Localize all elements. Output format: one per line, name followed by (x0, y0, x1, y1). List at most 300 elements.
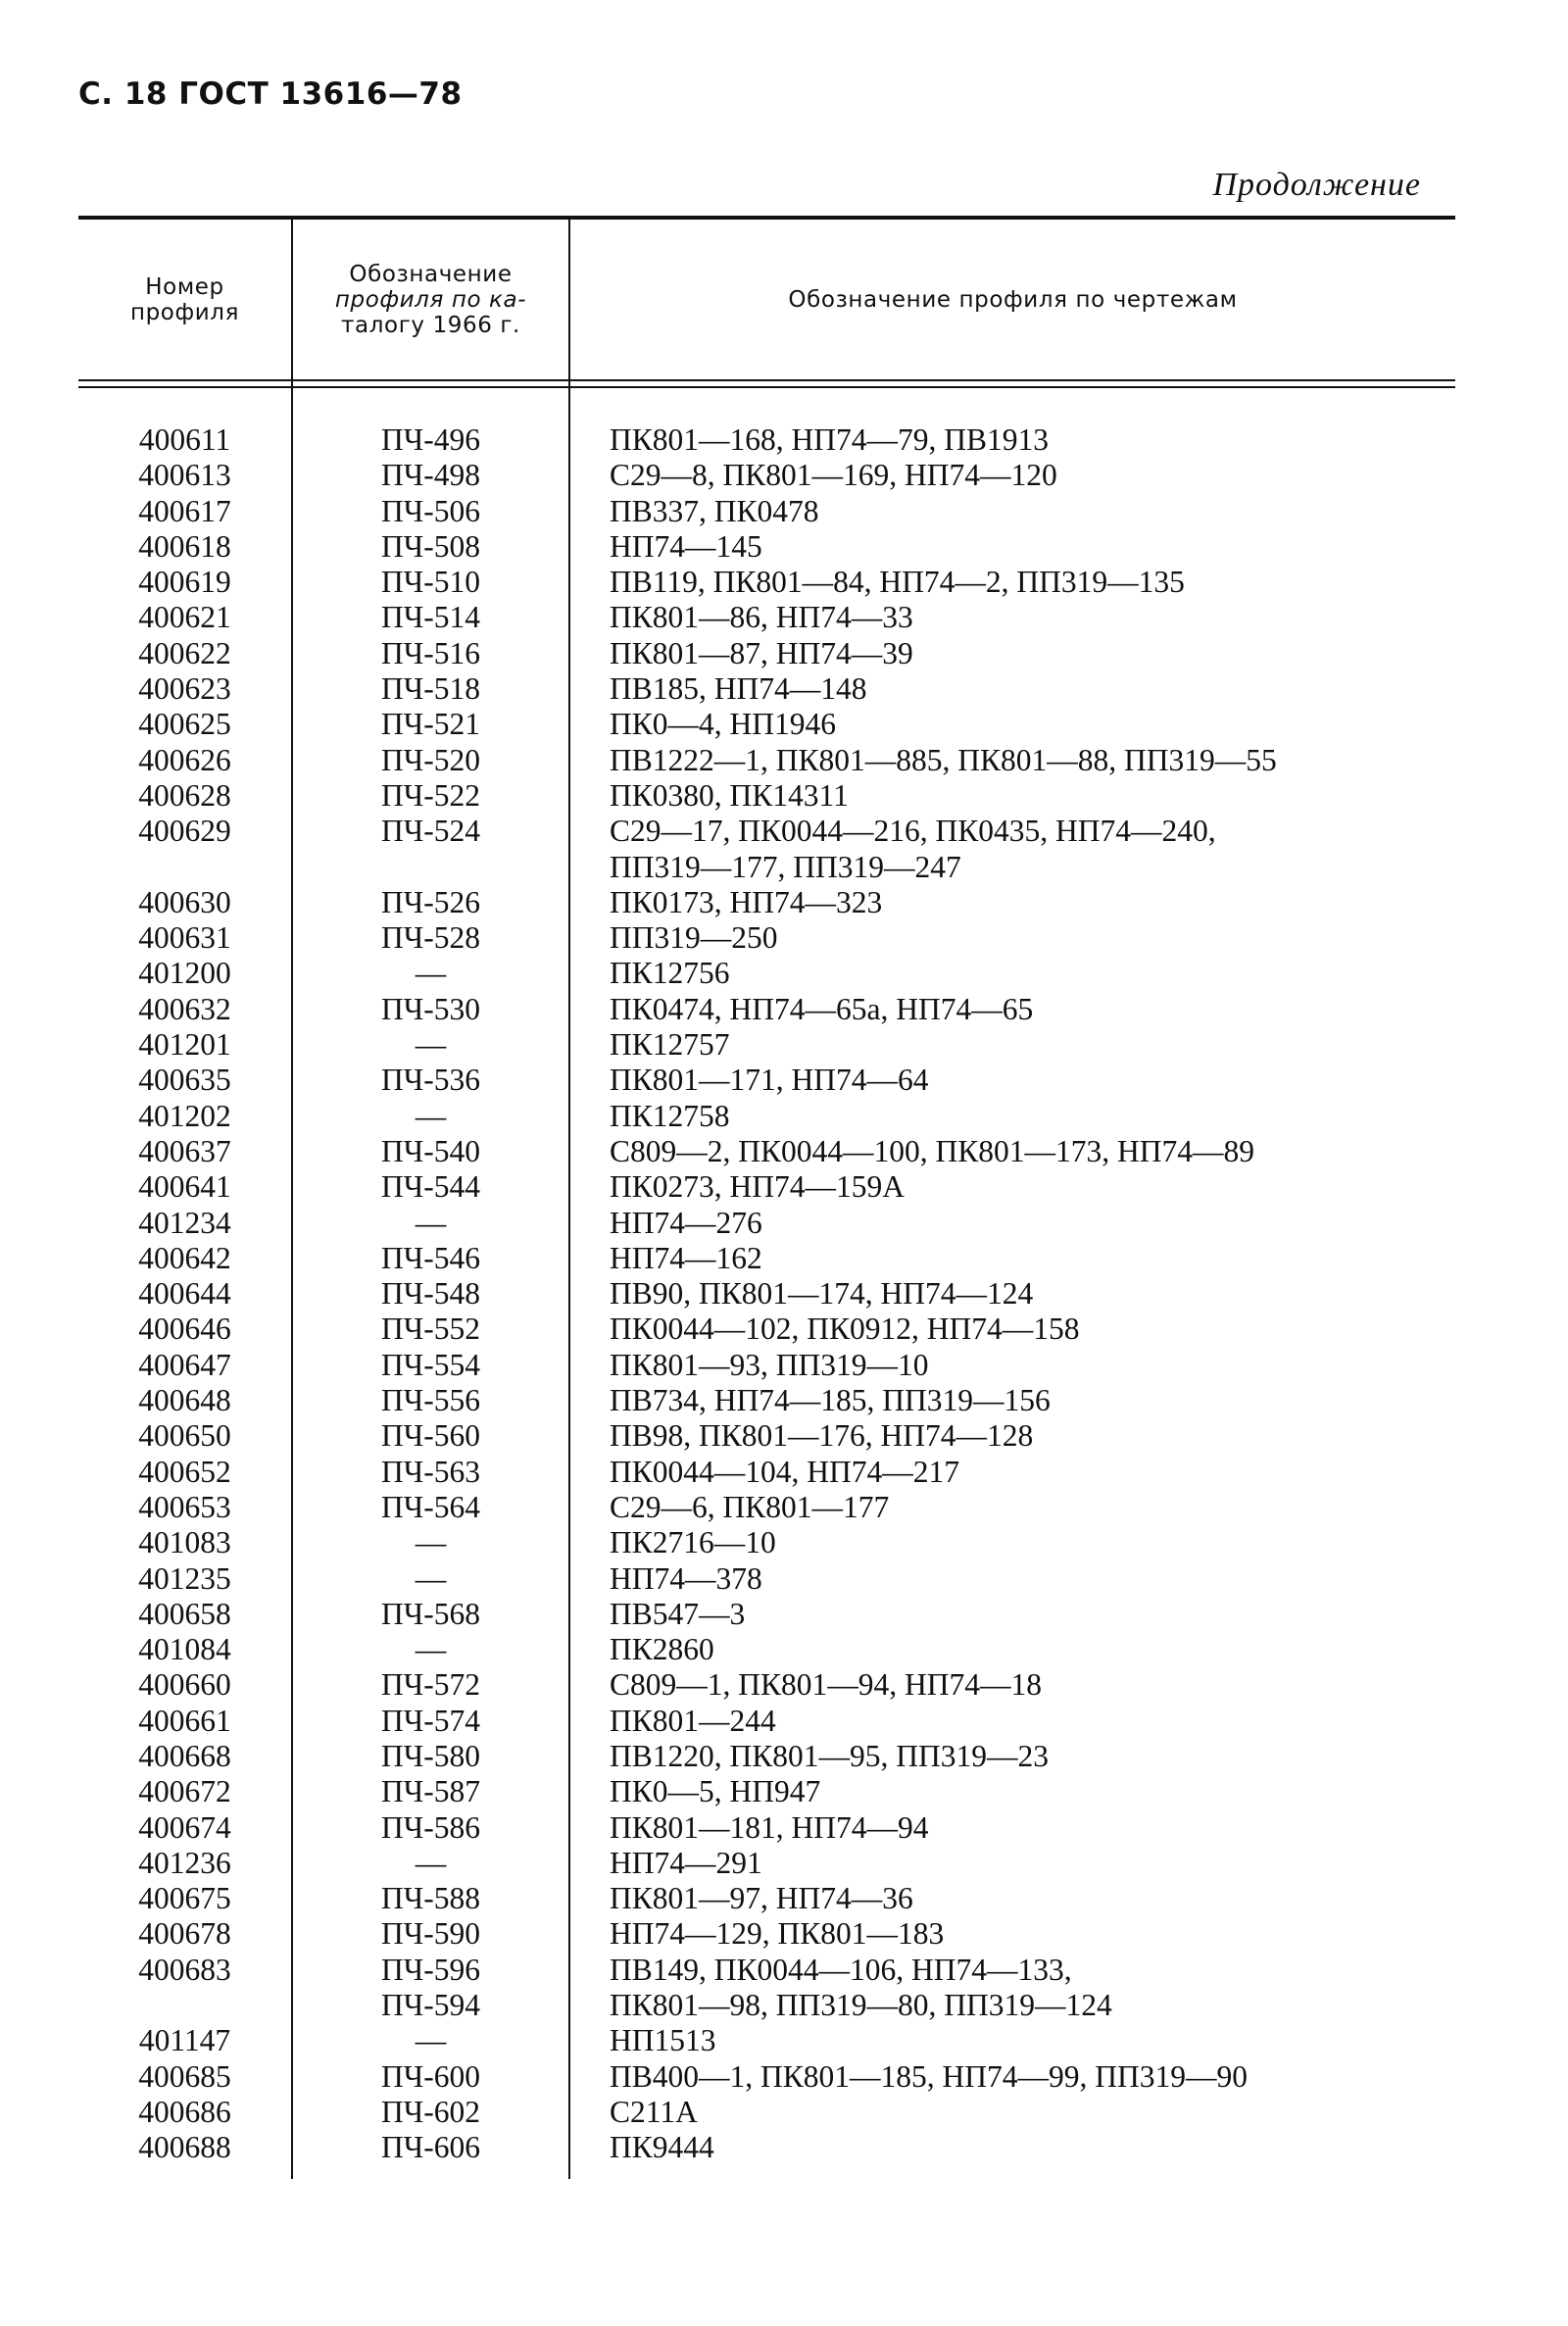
profile-number-cell-line: 400644 (138, 1276, 231, 1311)
catalog-designation-cell-line: — (415, 1845, 447, 1880)
profile-number-cell-line: 400648 (138, 1383, 231, 1418)
table-row (78, 1632, 1455, 1667)
catalog-designation-cell (291, 1810, 570, 1846)
catalog-designation-cell (291, 1276, 570, 1311)
drawing-designation-cell-line: НП74—145 (610, 528, 762, 564)
drawing-designation-cell-line: ПК801—168, НП74—79, ПВ1913 (610, 422, 1050, 457)
profile-number-cell-line: 401147 (138, 2023, 231, 2058)
profile-number-cell (78, 1953, 291, 2024)
drawing-designation-cell (570, 1348, 1455, 1383)
drawing-designation-cell (570, 2023, 1455, 2058)
profile-number-cell (78, 1561, 291, 1597)
profile-number-cell-line: 401200 (138, 956, 231, 991)
catalog-designation-cell-line: ПЧ-524 (381, 814, 480, 849)
profile-number-cell (78, 885, 291, 920)
catalog-designation-cell (291, 814, 570, 885)
table-row (78, 1774, 1455, 1809)
drawing-designation-cell (570, 1418, 1455, 1454)
catalog-designation-cell (291, 778, 570, 814)
catalog-designation-cell-line: ПЧ-514 (381, 600, 480, 635)
table-row (78, 707, 1455, 742)
drawing-designation-cell (570, 600, 1455, 635)
catalog-designation-cell (291, 1206, 570, 1241)
catalog-designation-cell (291, 1953, 570, 2024)
table-row (78, 885, 1455, 920)
drawing-designation-cell-line: ПК801—97, НП74—36 (610, 1881, 913, 1916)
column-header-line: Обозначение (349, 261, 513, 287)
drawing-designation-cell (570, 814, 1455, 885)
catalog-designation-cell-line: ПЧ-518 (381, 671, 480, 707)
catalog-designation-cell-line: ПЧ-522 (381, 777, 480, 813)
table-row (78, 636, 1455, 671)
profile-number-cell (78, 565, 291, 600)
profile-number-cell (78, 992, 291, 1027)
catalog-designation-cell-line: ПЧ-574 (381, 1703, 480, 1738)
profile-number-cell (78, 529, 291, 565)
drawing-designation-cell (570, 956, 1455, 991)
catalog-designation-cell-line: ПЧ-586 (381, 1809, 480, 1845)
drawing-designation-cell-line: ПВ400—1, ПК801—185, НП74—99, ПП319—90 (610, 2058, 1249, 2094)
drawing-designation-cell-line: ПК0474, НП74—65а, НП74—65 (610, 991, 1034, 1026)
catalog-designation-cell (291, 1704, 570, 1739)
catalog-designation-cell (291, 458, 570, 493)
profile-number-cell-line: 401202 (138, 1098, 231, 1133)
catalog-designation-cell (291, 671, 570, 707)
profile-number-cell (78, 1597, 291, 1632)
drawing-designation-cell-line: ПК0—4, НП1946 (610, 707, 837, 742)
table-row (78, 2059, 1455, 2095)
table-row (78, 600, 1455, 635)
drawing-designation-cell-line: ПП319—177, ПП319—247 (610, 849, 961, 884)
catalog-designation-cell (291, 636, 570, 671)
profile-number-cell-line: 401201 (138, 1027, 231, 1063)
profile-number-cell (78, 2023, 291, 2058)
table-row (78, 814, 1455, 885)
catalog-designation-cell (291, 1455, 570, 1490)
catalog-designation-cell-line: ПЧ-556 (381, 1383, 480, 1418)
table-row (78, 992, 1455, 1027)
drawing-designation-cell-line: НП74—162 (610, 1240, 762, 1275)
drawing-designation-cell-line: ПВ119, ПК801—84, НП74—2, ПП319—135 (610, 565, 1185, 600)
catalog-designation-cell (291, 1490, 570, 1525)
column-header-line: Номер (145, 273, 224, 300)
profile-number-cell (78, 1206, 291, 1241)
profile-number-cell-line: 400635 (138, 1063, 231, 1098)
drawing-designation-cell (570, 1704, 1455, 1739)
drawing-designation-cell-line: ПП319—250 (610, 920, 778, 956)
profile-number-cell (78, 1027, 291, 1063)
catalog-designation-cell-line: — (415, 2023, 447, 2058)
column-header-profile-number (78, 220, 291, 379)
catalog-designation-cell (291, 2059, 570, 2095)
profile-table-body (78, 422, 1455, 2166)
profile-number-cell-line: 400674 (138, 1809, 231, 1845)
profile-number-cell-line: 401083 (138, 1525, 231, 1560)
table-row (78, 1348, 1455, 1383)
drawing-designation-cell (570, 1134, 1455, 1169)
profile-number-cell (78, 671, 291, 707)
drawing-designation-cell (570, 1206, 1455, 1241)
table-row (78, 2023, 1455, 2058)
profile-number-cell-line: 400617 (138, 493, 231, 528)
column-header-line: талогу 1966 г. (341, 312, 520, 338)
drawing-designation-cell (570, 1169, 1455, 1205)
catalog-designation-cell-line: ПЧ-536 (381, 1063, 480, 1098)
drawing-designation-cell-line: ПВ1220, ПК801—95, ПП319—23 (610, 1738, 1050, 1773)
table-row (78, 743, 1455, 778)
drawing-designation-cell-line: ПК801—171, НП74—64 (610, 1063, 929, 1098)
column-header-line: профиля по ка- (334, 286, 527, 313)
drawing-designation-cell-line: ПК0173, НП74—323 (610, 884, 883, 919)
profile-number-cell-line: 400629 (138, 814, 231, 849)
profile-number-cell-line: 400646 (138, 1311, 231, 1347)
drawing-designation-cell (570, 920, 1455, 956)
profile-number-cell-line: 400658 (138, 1596, 231, 1631)
drawing-designation-cell-line: С809—1, ПК801—94, НП74—18 (610, 1667, 1043, 1703)
drawing-designation-cell (570, 743, 1455, 778)
drawing-designation-cell (570, 529, 1455, 565)
drawing-designation-cell (570, 1774, 1455, 1809)
profile-number-cell (78, 778, 291, 814)
profile-number-cell-line: 400628 (138, 777, 231, 813)
profile-number-cell-line: 400611 (138, 422, 231, 457)
profile-number-cell (78, 2130, 291, 2165)
profile-number-cell-line: 400647 (138, 1347, 231, 1382)
catalog-designation-cell-line: ПЧ-546 (381, 1240, 480, 1275)
drawing-designation-cell-line: ПВ98, ПК801—176, НП74—128 (610, 1418, 1034, 1454)
profile-number-cell (78, 1134, 291, 1169)
table-row (78, 1099, 1455, 1134)
header-separator-rule-second (78, 386, 1455, 388)
catalog-designation-cell-line: ПЧ-590 (381, 1916, 480, 1952)
drawing-designation-cell-line: ПК0273, НП74—159А (610, 1169, 906, 1205)
drawing-designation-cell-line: ПК2716—10 (610, 1525, 776, 1560)
catalog-designation-cell (291, 1667, 570, 1703)
profile-number-cell (78, 814, 291, 885)
catalog-designation-cell-line: ПЧ-521 (381, 707, 480, 742)
drawing-designation-cell-line: ПК12758 (610, 1098, 730, 1133)
drawing-designation-cell (570, 636, 1455, 671)
table-row (78, 2095, 1455, 2130)
drawing-designation-cell-line: ПК801—87, НП74—39 (610, 635, 913, 670)
drawing-designation-cell-line: ПК9444 (610, 2130, 714, 2165)
profile-number-cell-line: 401084 (138, 1632, 231, 1667)
drawing-designation-cell-line: С29—8, ПК801—169, НП74—120 (610, 458, 1057, 493)
catalog-designation-cell (291, 529, 570, 565)
drawing-designation-cell-line: НП74—291 (610, 1845, 762, 1880)
profile-number-cell-line: 400661 (138, 1703, 231, 1738)
table-row (78, 1241, 1455, 1276)
profile-number-cell (78, 1774, 291, 1809)
drawing-designation-cell-line: ПК801—93, ПП319—10 (610, 1347, 929, 1382)
profile-number-cell (78, 1063, 291, 1098)
column-header-drawing-designation (570, 220, 1455, 379)
profile-number-cell (78, 600, 291, 635)
catalog-designation-cell-line: ПЧ-506 (381, 493, 480, 528)
drawing-designation-cell-line: ПК0044—102, ПК0912, НП74—158 (610, 1311, 1080, 1347)
drawing-designation-cell (570, 671, 1455, 707)
catalog-designation-cell-line: ПЧ-568 (381, 1596, 480, 1631)
drawing-designation-cell (570, 1525, 1455, 1560)
profile-number-cell-line: 400641 (138, 1169, 231, 1205)
profile-number-cell (78, 1490, 291, 1525)
catalog-designation-cell (291, 1418, 570, 1454)
catalog-designation-cell-line: ПЧ-548 (381, 1276, 480, 1311)
profile-number-cell (78, 1099, 291, 1134)
catalog-designation-cell (291, 1241, 570, 1276)
profile-number-cell-line: 400623 (138, 671, 231, 707)
profile-number-cell (78, 1311, 291, 1347)
catalog-designation-cell-line: ПЧ-560 (381, 1418, 480, 1454)
catalog-designation-cell-line: — (415, 1525, 447, 1560)
profile-number-cell-line: 400653 (138, 1489, 231, 1524)
profile-number-cell-line: 400618 (138, 528, 231, 564)
drawing-designation-cell (570, 1739, 1455, 1774)
profile-number-cell-line: 400630 (138, 884, 231, 919)
profile-number-cell-line: 400685 (138, 2058, 231, 2094)
catalog-designation-cell-line: ПЧ-516 (381, 635, 480, 670)
catalog-designation-cell-line: — (415, 1632, 447, 1667)
drawing-designation-cell-line: ПК0380, ПК14311 (610, 777, 849, 813)
profile-number-cell (78, 1739, 291, 1774)
profile-number-cell-line: 400660 (138, 1667, 231, 1703)
catalog-designation-cell (291, 494, 570, 529)
table-row (78, 956, 1455, 991)
drawing-designation-cell (570, 1916, 1455, 1952)
table-row (78, 529, 1455, 565)
drawing-designation-cell-line: ПВ547—3 (610, 1596, 746, 1631)
profile-number-cell-line: 400650 (138, 1418, 231, 1454)
catalog-designation-cell-line: — (415, 1205, 447, 1240)
column-header-line: Обозначение профиля по чертежам (788, 286, 1238, 313)
catalog-designation-cell-line: ПЧ-596 (381, 1952, 480, 1987)
drawing-designation-cell (570, 1027, 1455, 1063)
catalog-designation-cell-line: ПЧ-520 (381, 742, 480, 777)
drawing-designation-cell (570, 1597, 1455, 1632)
profile-number-cell (78, 1241, 291, 1276)
profile-number-cell (78, 1632, 291, 1667)
drawing-designation-cell (570, 1490, 1455, 1525)
drawing-designation-cell (570, 1383, 1455, 1418)
profile-number-cell-line: 400622 (138, 635, 231, 670)
profile-number-cell (78, 1881, 291, 1916)
catalog-designation-cell (291, 1881, 570, 1916)
profile-number-cell-line: 400613 (138, 458, 231, 493)
drawing-designation-cell (570, 707, 1455, 742)
profile-number-cell-line: 400683 (138, 1952, 231, 1987)
catalog-designation-cell-line: ПЧ-602 (381, 2094, 480, 2129)
table-row (78, 671, 1455, 707)
drawing-designation-cell (570, 565, 1455, 600)
drawing-designation-cell-line: ПК12756 (610, 956, 730, 991)
catalog-designation-cell-line: ПЧ-580 (381, 1738, 480, 1773)
drawing-designation-cell-line: ПВ1222—1, ПК801—885, ПК801—88, ПП319—55 (610, 742, 1277, 777)
catalog-designation-cell-line: ПЧ-554 (381, 1347, 480, 1382)
catalog-designation-cell-line: ПЧ-510 (381, 565, 480, 600)
catalog-designation-cell-line: ПЧ-600 (381, 2058, 480, 2094)
table-row (78, 1953, 1455, 2024)
catalog-designation-cell-line: ПЧ-594 (381, 1988, 480, 2023)
drawing-designation-cell-line: ПК801—86, НП74—33 (610, 600, 913, 635)
table-row (78, 1916, 1455, 1952)
drawing-designation-cell (570, 1846, 1455, 1881)
catalog-designation-cell (291, 1169, 570, 1205)
profile-number-cell (78, 1916, 291, 1952)
catalog-designation-cell (291, 1597, 570, 1632)
drawing-designation-cell (570, 458, 1455, 493)
profile-number-cell-line: 400672 (138, 1774, 231, 1809)
profile-number-cell (78, 422, 291, 458)
catalog-designation-cell (291, 956, 570, 991)
drawing-designation-cell (570, 778, 1455, 814)
table-row (78, 1704, 1455, 1739)
profile-number-cell-line: 400631 (138, 920, 231, 956)
catalog-designation-cell (291, 1348, 570, 1383)
profile-number-cell-line: 400678 (138, 1916, 231, 1952)
drawing-designation-cell (570, 1311, 1455, 1347)
catalog-designation-cell (291, 422, 570, 458)
drawing-designation-cell-line: С29—6, ПК801—177 (610, 1489, 890, 1524)
table-row (78, 1455, 1455, 1490)
page-header: С. 18 ГОСТ 13616—78 (78, 76, 463, 112)
profile-number-cell (78, 920, 291, 956)
drawing-designation-cell-line: ПВ90, ПК801—174, НП74—124 (610, 1276, 1034, 1311)
catalog-designation-cell (291, 1561, 570, 1597)
profile-number-cell (78, 494, 291, 529)
drawing-designation-cell-line: ПК12757 (610, 1027, 730, 1063)
continuation-label: Продолжение (1212, 167, 1421, 203)
catalog-designation-cell-line: ПЧ-526 (381, 884, 480, 919)
table-row (78, 422, 1455, 458)
catalog-designation-cell-line: — (415, 1098, 447, 1133)
drawing-designation-cell (570, 494, 1455, 529)
catalog-designation-cell (291, 920, 570, 956)
table-row (78, 1134, 1455, 1169)
table-row (78, 1881, 1455, 1916)
drawing-designation-cell (570, 2095, 1455, 2130)
drawing-designation-cell (570, 1810, 1455, 1846)
catalog-designation-cell (291, 2130, 570, 2165)
profile-number-cell-line: 400686 (138, 2094, 231, 2129)
profile-number-cell (78, 1418, 291, 1454)
drawing-designation-cell-line: ПВ734, НП74—185, ПП319—156 (610, 1383, 1051, 1418)
table-row (78, 778, 1455, 814)
catalog-designation-cell-line: — (415, 1560, 447, 1596)
table-row (78, 1418, 1455, 1454)
profile-number-cell (78, 1525, 291, 1560)
catalog-designation-cell-line: ПЧ-498 (381, 458, 480, 493)
drawing-designation-cell-line: ПК801—244 (610, 1703, 776, 1738)
table-row (78, 565, 1455, 600)
profile-number-cell-line: 400668 (138, 1738, 231, 1773)
drawing-designation-cell (570, 1667, 1455, 1703)
drawing-designation-cell (570, 1063, 1455, 1098)
drawing-designation-cell-line: ПК0044—104, НП74—217 (610, 1454, 960, 1489)
catalog-designation-cell (291, 1311, 570, 1347)
catalog-designation-cell (291, 1916, 570, 1952)
catalog-designation-cell-line: ПЧ-588 (381, 1881, 480, 1916)
catalog-designation-cell (291, 1063, 570, 1098)
profile-number-cell (78, 2095, 291, 2130)
profile-number-cell-line: 400642 (138, 1240, 231, 1275)
column-header-catalog-designation (293, 220, 568, 379)
profile-number-cell (78, 956, 291, 991)
drawing-designation-cell-line: НП74—129, ПК801—183 (610, 1916, 945, 1952)
drawing-designation-cell-line: ПК2860 (610, 1632, 714, 1667)
profile-number-cell-line: 400625 (138, 707, 231, 742)
catalog-designation-cell-line: ПЧ-540 (381, 1133, 480, 1168)
drawing-designation-cell-line: ПВ149, ПК0044—106, НП74—133, (610, 1952, 1072, 1987)
table-row (78, 1169, 1455, 1205)
profile-number-cell (78, 743, 291, 778)
profile-number-cell (78, 458, 291, 493)
catalog-designation-cell (291, 1846, 570, 1881)
profile-number-cell-line: 400637 (138, 1133, 231, 1168)
table-row (78, 920, 1455, 956)
table-row (78, 1667, 1455, 1703)
drawing-designation-cell (570, 1455, 1455, 1490)
table-row (78, 1490, 1455, 1525)
catalog-designation-cell-line: ПЧ-508 (381, 528, 480, 564)
profile-number-cell-line: 401234 (138, 1205, 231, 1240)
catalog-designation-cell (291, 743, 570, 778)
drawing-designation-cell-line: С211А (610, 2094, 698, 2129)
drawing-designation-cell-line: С809—2, ПК0044—100, ПК801—173, НП74—89 (610, 1133, 1255, 1168)
column-header-line: профиля (129, 299, 240, 325)
catalog-designation-cell-line: ПЧ-530 (381, 991, 480, 1026)
catalog-designation-cell-line: ПЧ-564 (381, 1489, 480, 1524)
table-row (78, 494, 1455, 529)
drawing-designation-cell (570, 1099, 1455, 1134)
profile-number-cell-line: 400632 (138, 991, 231, 1026)
profile-number-cell (78, 1704, 291, 1739)
catalog-designation-cell (291, 992, 570, 1027)
table-row (78, 1276, 1455, 1311)
table-row (78, 2130, 1455, 2165)
table-row (78, 1739, 1455, 1774)
drawing-designation-cell-line: ПК801—98, ПП319—80, ПП319—124 (610, 1988, 1112, 2023)
catalog-designation-cell (291, 1774, 570, 1809)
profile-number-cell (78, 1846, 291, 1881)
catalog-designation-cell-line: ПЧ-496 (381, 422, 480, 457)
table-row (78, 1525, 1455, 1560)
catalog-designation-cell (291, 1525, 570, 1560)
catalog-designation-cell-line: ПЧ-606 (381, 2130, 480, 2165)
drawing-designation-cell (570, 2059, 1455, 2095)
drawing-designation-cell (570, 1561, 1455, 1597)
profile-number-cell (78, 1348, 291, 1383)
table-row (78, 1027, 1455, 1063)
profile-number-cell (78, 1810, 291, 1846)
profile-number-cell (78, 636, 291, 671)
catalog-designation-cell (291, 707, 570, 742)
profile-number-cell-line: 400619 (138, 565, 231, 600)
drawing-designation-cell-line: С29—17, ПК0044—216, ПК0435, НП74—240, (610, 814, 1216, 849)
profile-number-cell (78, 1667, 291, 1703)
catalog-designation-cell-line: — (415, 956, 447, 991)
drawing-designation-cell (570, 1632, 1455, 1667)
profile-number-cell-line: 400652 (138, 1454, 231, 1489)
drawing-designation-cell-line: ПВ337, ПК0478 (610, 493, 819, 528)
drawing-designation-cell (570, 1881, 1455, 1916)
table-row (78, 1063, 1455, 1098)
catalog-designation-cell-line: ПЧ-563 (381, 1454, 480, 1489)
profile-number-cell (78, 707, 291, 742)
profile-number-cell-line: 400688 (138, 2130, 231, 2165)
drawing-designation-cell-line: НП1513 (610, 2023, 716, 2058)
drawing-designation-cell-line: НП74—276 (610, 1205, 762, 1240)
profile-number-cell-line: 400626 (138, 742, 231, 777)
